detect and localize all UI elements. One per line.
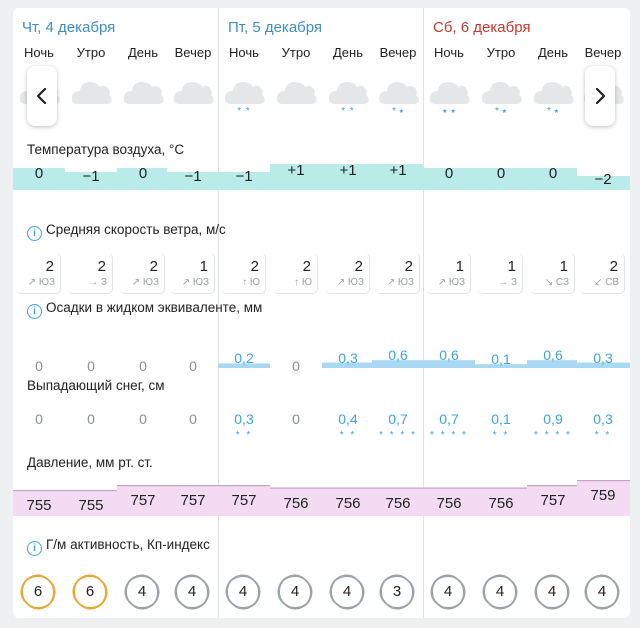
snow-value: 0,4 — [338, 411, 358, 427]
cloud-icon — [275, 74, 317, 106]
snow-flakes: * * — [339, 430, 357, 441]
wind-cell — [478, 253, 523, 294]
wind-speed: 2 — [97, 258, 106, 275]
snow-value: 0,9 — [543, 411, 563, 427]
pressure-value: 755 — [78, 497, 104, 514]
wind-cell — [273, 253, 318, 294]
precip-value: 0,6 — [388, 347, 408, 364]
snow-value: 0 — [35, 411, 43, 427]
wind-direction: ↙ СВ — [593, 277, 619, 288]
kp-badge — [226, 575, 260, 609]
wind-cell — [325, 253, 370, 294]
pressure-bar-edge — [372, 488, 423, 489]
wind-direction: → З — [88, 277, 107, 288]
period-label: День — [128, 45, 158, 60]
precip-value: 0,6 — [439, 347, 459, 364]
condition-flakes: * ٭ — [494, 106, 508, 117]
chevron-right-icon — [593, 87, 607, 105]
wind-direction: ↗ ЮЗ — [336, 277, 364, 288]
cloud-light-snow-icon — [223, 74, 265, 106]
temperature-value: +1 — [339, 162, 357, 179]
temperature-value: 0 — [496, 165, 506, 182]
precip-value: 0,3 — [338, 349, 358, 366]
pressure-bar-edge — [117, 485, 167, 486]
wind-label — [27, 222, 226, 241]
day-divider — [423, 8, 424, 618]
cloud-icon — [122, 74, 164, 106]
kp-badge — [21, 575, 55, 609]
kp-value: 4 — [495, 583, 505, 600]
wind-direction: ↗ ЮЗ — [437, 277, 465, 288]
kp-badge — [380, 575, 414, 609]
condition-flakes: ٭ ٭ — [442, 106, 456, 117]
period-label: Ночь — [24, 45, 54, 60]
precip-value: 0 — [292, 358, 300, 374]
kp-value: 3 — [392, 583, 402, 600]
wind-speed: 1 — [507, 258, 516, 275]
condition-flakes: * * — [341, 106, 355, 117]
temperature-value: 0 — [548, 165, 558, 182]
snow-label: Выпадающий снег, см — [27, 378, 165, 393]
pressure-value: 757 — [180, 492, 206, 509]
period-label: Ночь — [229, 45, 259, 60]
pressure-value: 757 — [540, 492, 566, 509]
pressure-bar-edge — [270, 488, 322, 489]
wind-cell — [221, 253, 266, 294]
day-title: Пт, 5 декабря — [228, 19, 323, 36]
kp-value: 4 — [547, 583, 557, 600]
wind-speed: 1 — [199, 258, 208, 275]
pressure-bar-edge — [218, 485, 270, 486]
temperature-value: 0 — [34, 165, 44, 182]
temperature-value: −1 — [184, 168, 202, 185]
kp-badge — [73, 575, 107, 609]
kp-badge — [175, 575, 209, 609]
cloud-icon — [172, 74, 214, 106]
snow-flakes: * * * * — [534, 430, 572, 441]
cloud-icon — [70, 74, 112, 106]
wind-cell — [530, 253, 575, 294]
kp-badge — [585, 575, 619, 609]
snow-value: 0 — [292, 411, 300, 427]
kp-badge — [125, 575, 159, 609]
snow-value: 0,1 — [491, 411, 511, 427]
wind-cell — [426, 253, 471, 294]
kp-badge — [535, 575, 569, 609]
condition-flakes: * ٭ — [391, 106, 405, 117]
kp-value: 4 — [597, 583, 607, 600]
temperature-value: 0 — [138, 165, 148, 182]
precip-value: 0 — [35, 358, 43, 374]
info-icon[interactable]: i — [27, 541, 42, 556]
cloud-light-snow-icon — [327, 74, 369, 106]
wind-speed: 1 — [559, 258, 568, 275]
info-icon[interactable]: i — [27, 304, 42, 319]
snow-value: 0,7 — [388, 411, 408, 427]
snow-value: 0,3 — [593, 411, 613, 427]
pressure-label: Давление, мм рт. ст. — [27, 455, 153, 470]
pressure-bar-edge — [322, 488, 372, 489]
info-icon[interactable]: i — [27, 226, 42, 241]
cloud-rain-icon — [480, 74, 522, 106]
pressure-value: 757 — [231, 492, 257, 509]
period-label: Вечер — [584, 45, 622, 60]
wind-direction: ↗ ЮЗ — [27, 277, 55, 288]
wind-direction: ↘ СЗ — [544, 277, 569, 288]
period-label: Ночь — [434, 45, 464, 60]
pressure-bar-edge — [475, 488, 527, 489]
wind-label-text: Средняя скорость ветра, м/с — [46, 222, 226, 237]
kp-badge — [483, 575, 517, 609]
wind-direction: → З — [498, 277, 517, 288]
precip-value: 0 — [139, 358, 147, 374]
pressure-value: 756 — [335, 494, 361, 512]
snow-flakes: * * * * — [379, 430, 417, 441]
wind-speed: 2 — [354, 258, 363, 275]
kp-value: 4 — [342, 583, 352, 600]
kp-badge — [330, 575, 364, 609]
kp-value: 6 — [33, 583, 43, 600]
pressure-bar-edge — [65, 490, 117, 491]
kp-value: 4 — [443, 583, 453, 600]
temperature-value: −2 — [594, 171, 612, 188]
day-title: Сб, 6 декабря — [433, 19, 531, 36]
next-button[interactable] — [585, 66, 615, 126]
period-label: Вечер — [379, 45, 417, 60]
wind-cell — [170, 253, 215, 294]
wind-direction: ↗ ЮЗ — [386, 277, 414, 288]
wind-direction: ↗ ЮЗ — [131, 277, 159, 288]
pressure-value: 756 — [283, 494, 309, 512]
wind-speed: 2 — [45, 258, 54, 275]
wind-speed: 2 — [404, 258, 413, 275]
kp-value: 4 — [238, 583, 248, 600]
temperature-value: −1 — [235, 168, 253, 185]
wind-speed: 1 — [455, 258, 464, 275]
forecast-card — [13, 8, 630, 618]
wind-cell — [120, 253, 165, 294]
pressure-value: 755 — [26, 497, 52, 514]
snow-value: 0 — [87, 411, 95, 427]
precip-label — [27, 300, 262, 319]
wind-cell — [68, 253, 113, 294]
wind-direction: ↑ Ю — [242, 277, 260, 288]
period-label: Утро — [281, 45, 311, 60]
precip-label-text: Осадки в жидком эквиваленте, мм — [46, 300, 263, 315]
wind-speed: 2 — [609, 258, 618, 275]
wind-cell — [580, 253, 625, 294]
wind-speed: 2 — [250, 258, 259, 275]
temperature-label: Температура воздуха, °С — [27, 142, 185, 157]
temperature-value: +1 — [287, 162, 305, 179]
condition-flakes: * ٭ — [546, 106, 560, 117]
precip-value: 0,3 — [593, 349, 613, 366]
snow-flakes: * * — [594, 430, 612, 441]
kp-value: 4 — [290, 583, 300, 600]
wind-direction: ↑ Ю — [294, 277, 312, 288]
wind-speed: 2 — [149, 258, 158, 275]
pressure-bar-edge — [13, 490, 65, 491]
pressure-bar-edge — [527, 485, 577, 486]
pressure-bar-edge — [167, 485, 218, 486]
snow-value: 0,7 — [439, 411, 459, 427]
pressure-value: 759 — [590, 487, 616, 504]
precip-value: 0,1 — [491, 351, 511, 368]
cloud-sleet-icon — [377, 74, 419, 106]
precip-value: 0 — [87, 358, 95, 374]
pressure-bar-edge — [577, 480, 630, 481]
pressure-value: 756 — [385, 494, 411, 512]
wind-cell — [16, 253, 61, 294]
snow-value: 0 — [189, 411, 197, 427]
pressure-value: 756 — [488, 494, 514, 512]
wind-direction: ↗ ЮЗ — [181, 277, 209, 288]
temperature-value: +1 — [389, 162, 407, 179]
day-title: Чт, 4 декабря — [22, 19, 116, 36]
snow-flakes: * * — [492, 430, 510, 441]
cloud-rain-icon — [532, 74, 574, 106]
cloud-rain-icon — [428, 74, 470, 106]
chevron-left-icon — [35, 87, 49, 105]
snow-flakes: * * — [235, 430, 253, 441]
precip-value: 0,2 — [234, 350, 254, 367]
snow-value: 0 — [139, 411, 147, 427]
snow-flakes: * * * * — [430, 430, 468, 441]
kp-value: 6 — [85, 583, 95, 600]
wind-cell — [375, 253, 420, 294]
kp-badge — [278, 575, 312, 609]
prev-button[interactable] — [27, 66, 57, 126]
precip-value: 0 — [189, 358, 197, 374]
period-label: Утро — [76, 45, 106, 60]
kp-label — [27, 537, 210, 556]
pressure-value: 757 — [130, 492, 156, 509]
precip-value: 0,6 — [543, 347, 563, 364]
kp-badge — [431, 575, 465, 609]
temperature-value: −1 — [82, 168, 100, 185]
snow-value: 0,3 — [234, 411, 254, 427]
wind-speed: 2 — [302, 258, 311, 275]
period-label: День — [538, 45, 568, 60]
period-label: Вечер — [174, 45, 212, 60]
condition-flakes: * * — [237, 106, 251, 117]
period-label: Утро — [486, 45, 516, 60]
kp-value: 4 — [187, 583, 197, 600]
temperature-value: 0 — [444, 165, 454, 182]
pressure-value: 756 — [436, 494, 462, 512]
kp-label-text: Г/м активность, Кп-индекс — [46, 537, 210, 552]
period-label: День — [333, 45, 363, 60]
kp-value: 4 — [137, 583, 147, 600]
pressure-bar-edge — [423, 488, 475, 489]
